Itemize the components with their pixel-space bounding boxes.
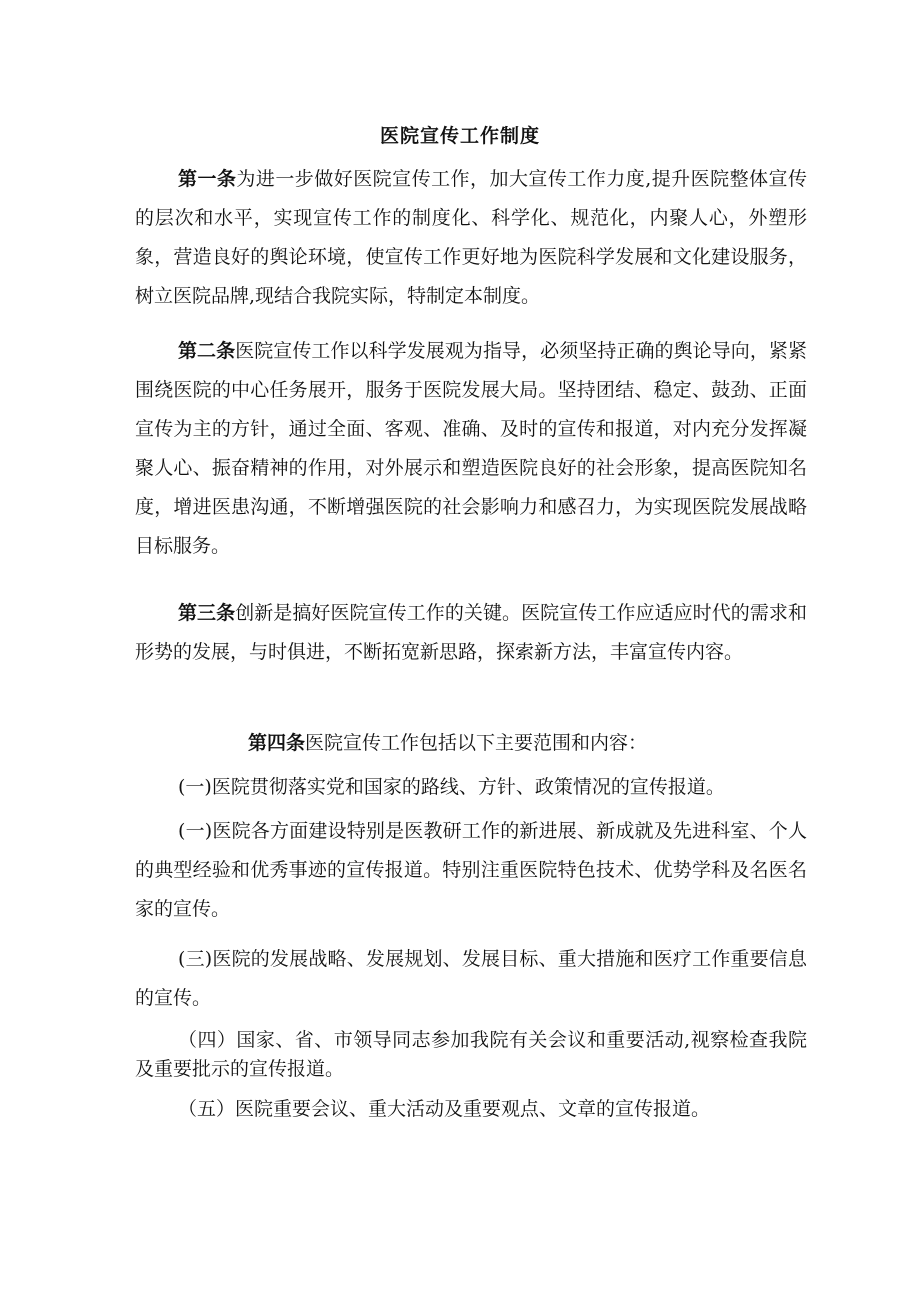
article-2 xyxy=(135,332,807,566)
list-item-4: （四）国家、省、市领导同志参加我院有关会议和重要活动,视察检查我院及重要批示的宣传报道。 xyxy=(135,1029,807,1080)
article-2-heading: 第二条 xyxy=(178,340,236,362)
article-2-text: 医院宣传工作以科学发展观为指导，必须坚持正确的舆论导向，紧紧围绕医院的中心任务展开，服务于医院发展大局。坚持团结、稳定、鼓劲、正面宣传为主的方针，通过全面、客观、准确、及时的宣传和报道，对内充分发挥凝聚人心、振奋精神的作用，对外展示和塑造医院良好的社会形象，提高医院知名度，增进医患沟通，不断增强医院的社会影响力和感召力，为实现医院发展战略目标服务。 xyxy=(135,340,807,557)
document-title: 医院宣传工作制度 xyxy=(379,125,540,147)
article-4-heading: 第四条 xyxy=(248,732,306,754)
article-4-text: 医院宣传工作包括以下主要范围和内容： xyxy=(305,732,648,754)
list-item-5: （五）医院重要会议、重大活动及重要观点、文章的宣传报道。 xyxy=(178,1098,711,1120)
list-item-3: (三)医院的发展战略、发展规划、发展目标、重大措施和医疗工作重要信息的宣传。 xyxy=(135,948,807,1009)
article-1-text: 为进一步做好医院宣传工作，加大宣传工作力度,提升医院整体宣传的层次和水平，实现宣传工作的制度化、科学化、规范化，内聚人心，外塑形象，营造良好的舆论环境，使宣传工作更好地为医院科学发展和文化建设服务，树立医院品牌,现结合我院实际，特制定本制度。 xyxy=(135,168,807,307)
article-3-text: 创新是搞好医院宣传工作的关键。医院宣传工作应适应时代的需求和形势的发展，与时俱进，不断拓宽新思路，探索新方法，丰富宣传内容。 xyxy=(135,602,807,663)
article-1-heading: 第一条 xyxy=(178,168,237,190)
article-1 xyxy=(135,160,807,316)
article-3-heading: 第三条 xyxy=(178,602,236,624)
article-3 xyxy=(135,594,807,672)
list-item-1: (一)医院贯彻落实党和国家的路线、方针、政策情况的宣传报道。 xyxy=(178,776,725,798)
list-item-2: (一)医院各方面建设特别是医教研工作的新进展、新成就及先进科室、个人的典型经验和优秀事迹的宣传报道。特别注重医院特色技术、优势学科及名医名家的宣传。 xyxy=(135,820,807,920)
article-4 xyxy=(135,724,807,763)
